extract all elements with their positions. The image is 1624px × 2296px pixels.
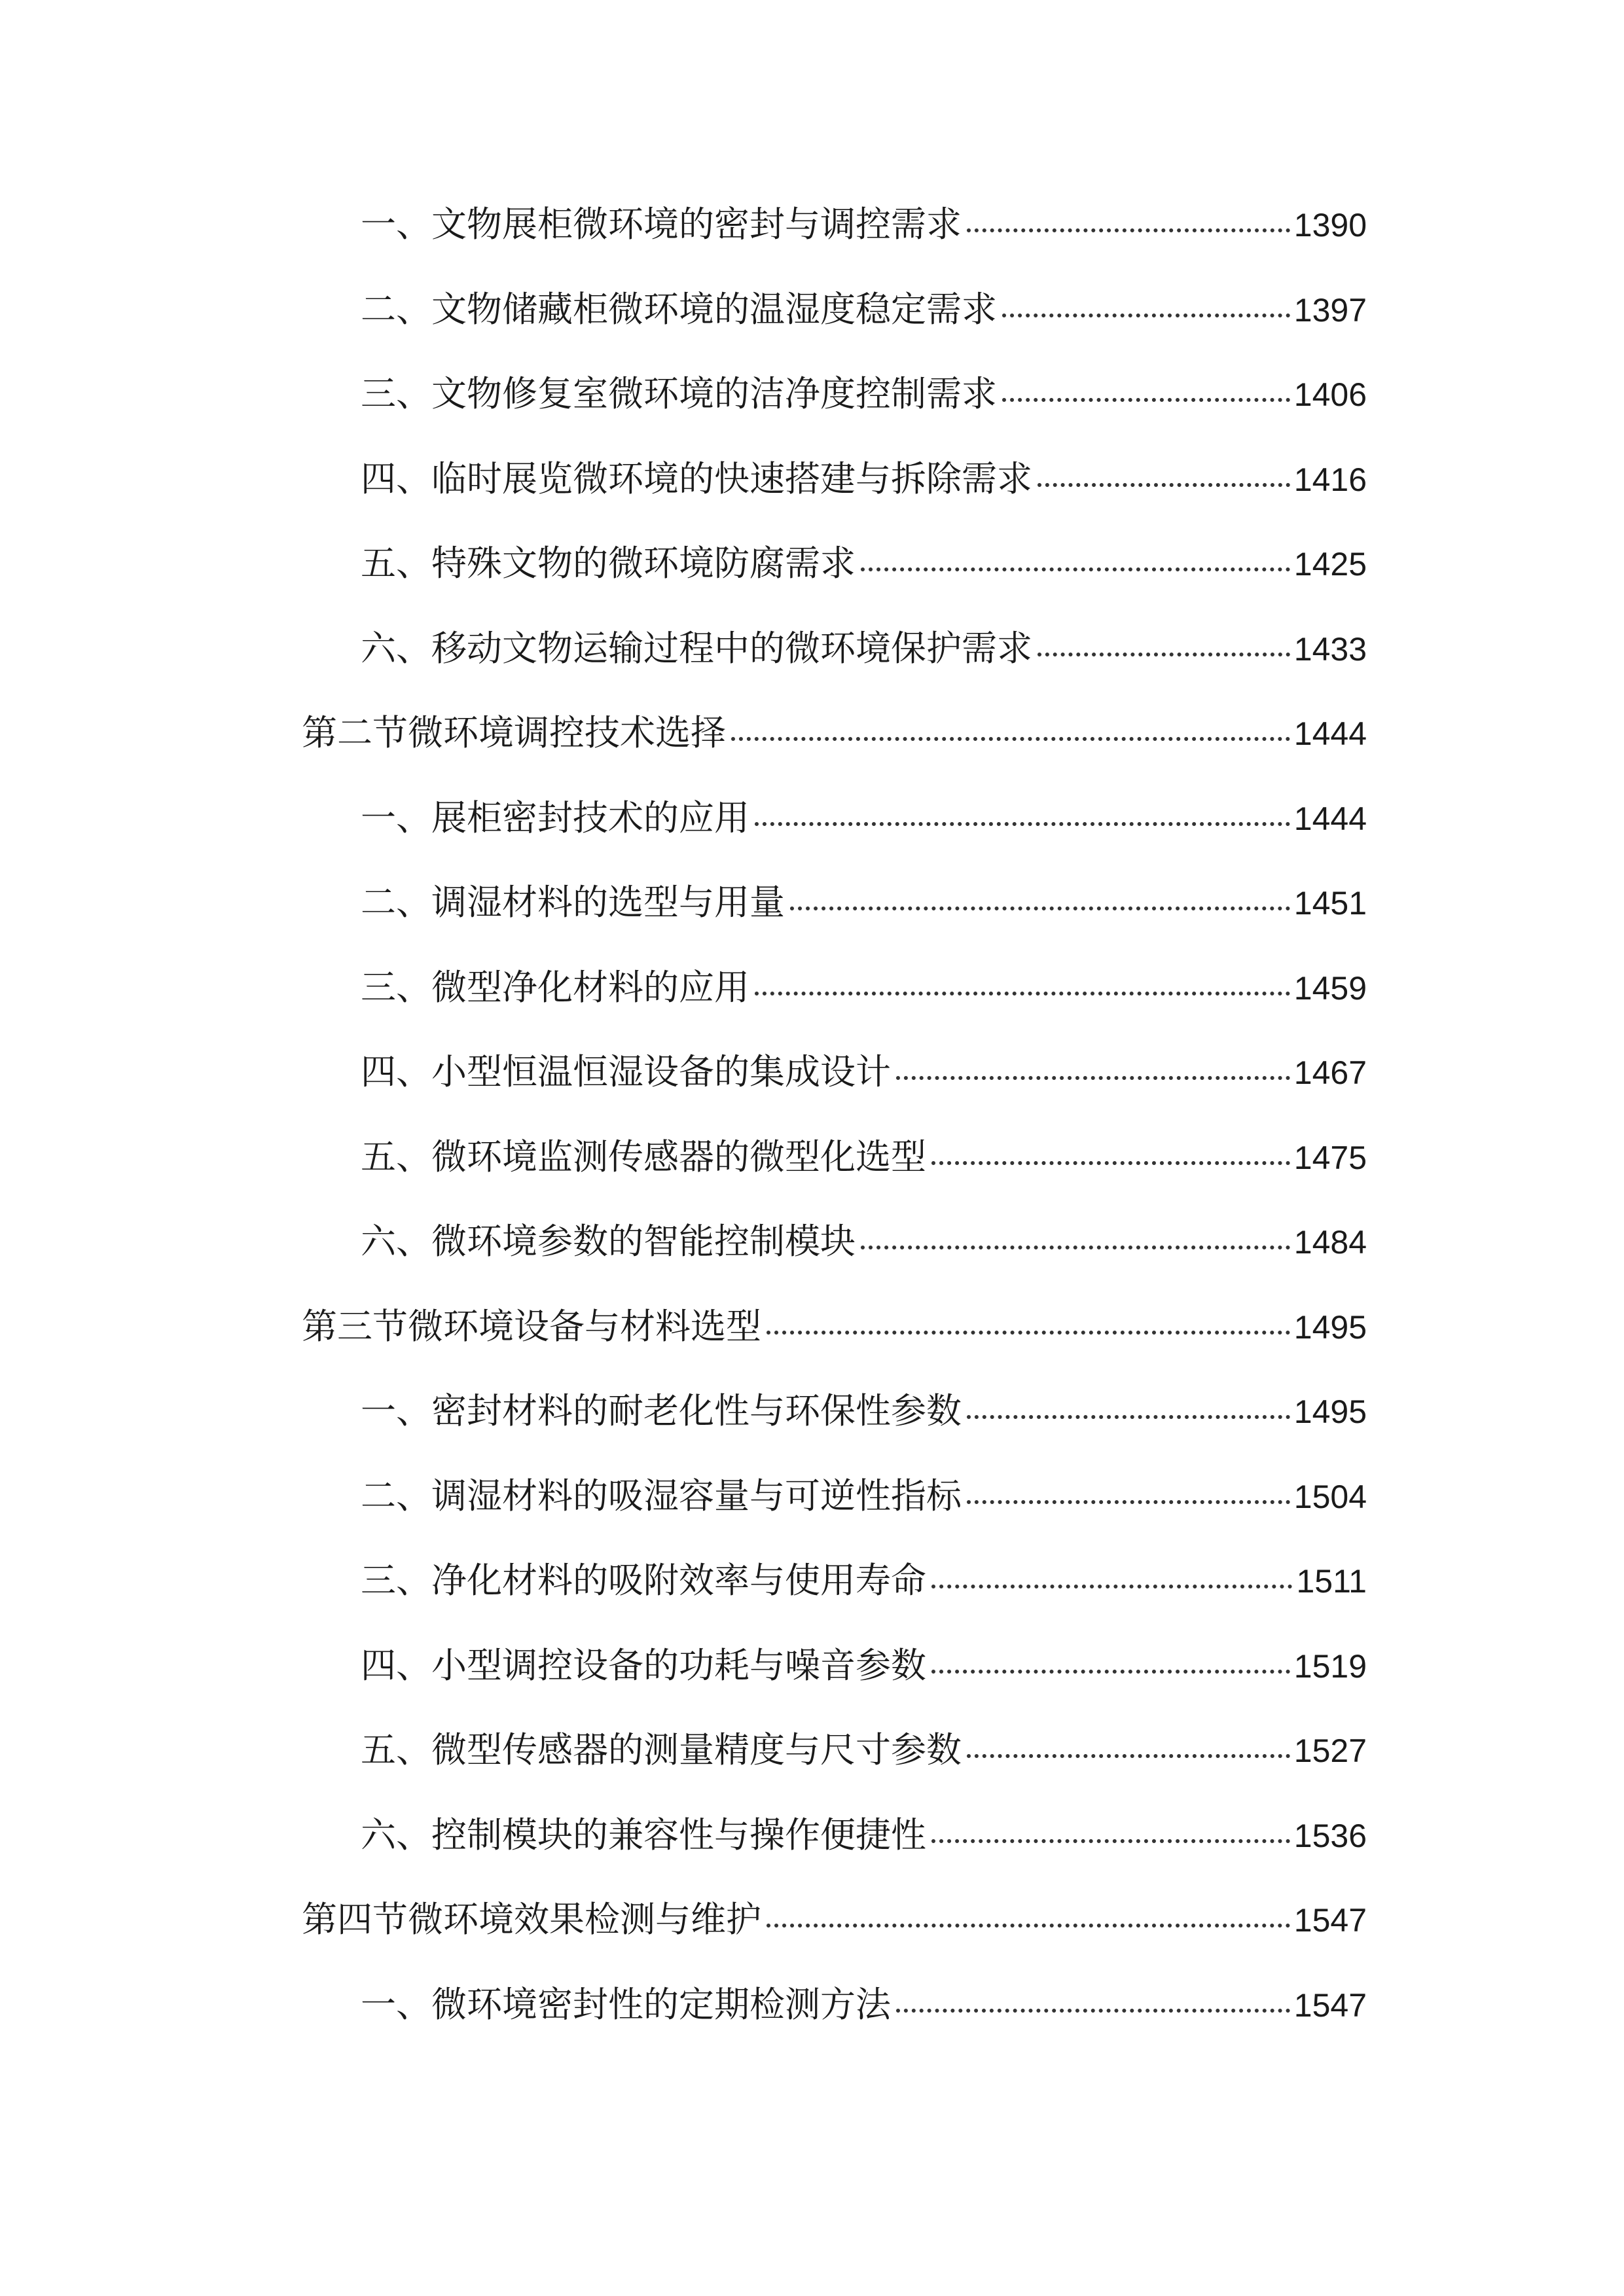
toc-subsection-entry[interactable] <box>0 373 1367 461</box>
toc-entry-title: 二、调湿材料的吸湿容量与可逆性指标 <box>361 1475 962 1516</box>
toc-subsection-entry[interactable] <box>0 1560 1367 1648</box>
toc-dot-leader <box>767 1924 1290 1928</box>
toc-entry-title: 一、文物展柜微环境的密封与调控需求 <box>361 204 962 245</box>
toc-subsection-entry[interactable] <box>0 1136 1367 1225</box>
toc-subsection-entry[interactable] <box>0 288 1367 377</box>
toc-entry-title: 一、微环境密封性的定期检测方法 <box>361 1983 891 2025</box>
toc-entry-title: 二、文物储藏柜微环境的温湿度稳定需求 <box>361 288 997 330</box>
toc-dot-leader <box>861 567 1290 571</box>
toc-page-number: 1504 <box>1293 1478 1367 1515</box>
toc-entry-title: 一、密封材料的耐老化性与环保性参数 <box>361 1390 962 1431</box>
toc-entry-title: 第四节微环境效果检测与维护 <box>302 1899 761 1940</box>
toc-subsection-entry[interactable] <box>0 204 1367 292</box>
toc-page-number: 1459 <box>1293 969 1367 1007</box>
toc-subsection-entry[interactable] <box>0 1221 1367 1309</box>
toc-entry-title: 四、小型调控设备的功耗与噪音参数 <box>361 1644 926 1686</box>
toc-entry-title: 三、微型净化材料的应用 <box>361 966 749 1008</box>
toc-dot-leader <box>1002 314 1290 317</box>
toc-entry-title: 一、展柜密封技术的应用 <box>361 797 749 838</box>
toc-page-number: 1475 <box>1293 1139 1367 1176</box>
toc-dot-leader <box>755 992 1290 996</box>
toc-page-number: 1536 <box>1293 1817 1367 1854</box>
toc-subsection-entry[interactable] <box>0 966 1367 1055</box>
toc-page-number: 1416 <box>1293 461 1367 498</box>
toc-subsection-entry[interactable] <box>0 1983 1367 2072</box>
toc-dot-leader <box>931 1161 1290 1165</box>
toc-subsection-entry[interactable] <box>0 543 1367 631</box>
toc-entry-title: 第三节微环境设备与材料选型 <box>302 1305 761 1347</box>
toc-page-number: 1390 <box>1293 207 1367 243</box>
toc-dot-leader <box>967 1754 1290 1758</box>
toc-entry-title: 三、文物修复室微环境的洁净度控制需求 <box>361 373 997 414</box>
toc-subsection-entry[interactable] <box>0 1644 1367 1733</box>
toc-page-number: 1527 <box>1293 1732 1367 1769</box>
toc-page-number: 1433 <box>1293 630 1367 668</box>
toc-page-number: 1495 <box>1293 1308 1367 1346</box>
toc-page-number: 1467 <box>1293 1054 1367 1091</box>
toc-dot-leader <box>731 737 1290 741</box>
toc-dot-leader <box>967 1500 1290 1504</box>
toc-page-number: 1484 <box>1293 1224 1367 1261</box>
toc-page-number: 1444 <box>1293 800 1367 837</box>
toc-entry-title: 六、控制模块的兼容性与操作便捷性 <box>361 1814 926 1856</box>
toc-page-number: 1511 <box>1296 1563 1367 1600</box>
toc-subsection-entry[interactable] <box>0 1814 1367 1903</box>
toc-entry-title: 五、特殊文物的微环境防腐需求 <box>361 543 856 584</box>
toc-entry-title: 五、微环境监测传感器的微型化选型 <box>361 1136 926 1177</box>
toc-entry-title: 六、微环境参数的智能控制模块 <box>361 1221 856 1262</box>
toc-entry-title: 五、微型传感器的测量精度与尺寸参数 <box>361 1729 962 1770</box>
toc-entry-title: 二、调湿材料的选型与用量 <box>361 882 785 923</box>
toc-page-number: 1495 <box>1293 1393 1367 1430</box>
toc-dot-leader <box>1002 398 1290 402</box>
toc-dot-leader <box>861 1246 1290 1249</box>
table-of-contents <box>0 204 1624 2072</box>
toc-subsection-entry[interactable] <box>0 882 1367 970</box>
toc-dot-leader <box>790 906 1290 910</box>
toc-dot-leader <box>967 1415 1290 1419</box>
toc-dot-leader <box>1038 653 1290 656</box>
toc-dot-leader <box>931 1839 1290 1843</box>
toc-page-number: 1519 <box>1293 1647 1367 1685</box>
toc-page-number: 1406 <box>1293 376 1367 413</box>
toc-dot-leader <box>755 822 1290 826</box>
toc-entry-title: 四、临时展览微环境的快速搭建与拆除需求 <box>361 457 1032 499</box>
toc-subsection-entry[interactable] <box>0 1051 1367 1139</box>
toc-page-number: 1547 <box>1293 1986 1367 2024</box>
toc-page-number: 1547 <box>1293 1902 1367 1939</box>
toc-section-entry[interactable] <box>0 1899 1367 1987</box>
toc-page-number: 1451 <box>1293 885 1367 922</box>
toc-entry-title: 第二节微环境调控技术选择 <box>302 712 726 753</box>
toc-dot-leader <box>896 2009 1290 2013</box>
toc-subsection-entry[interactable] <box>0 457 1367 547</box>
toc-dot-leader <box>931 1585 1292 1588</box>
toc-section-entry[interactable] <box>0 1305 1367 1394</box>
toc-entry-title: 四、小型恒温恒湿设备的集成设计 <box>361 1051 891 1092</box>
toc-dot-leader <box>767 1331 1290 1335</box>
toc-subsection-entry[interactable] <box>0 627 1367 716</box>
toc-entry-title: 三、净化材料的吸附效率与使用寿命 <box>361 1560 926 1601</box>
toc-subsection-entry[interactable] <box>0 1390 1367 1479</box>
toc-subsection-entry[interactable] <box>0 797 1367 886</box>
toc-page-number: 1425 <box>1293 546 1367 583</box>
toc-subsection-entry[interactable] <box>0 1475 1367 1564</box>
toc-dot-leader <box>1038 483 1290 487</box>
toc-dot-leader <box>896 1076 1290 1080</box>
toc-dot-leader <box>967 228 1290 232</box>
toc-entry-title: 六、移动文物运输过程中的微环境保护需求 <box>361 627 1032 669</box>
toc-page-number: 1444 <box>1293 715 1367 752</box>
toc-dot-leader <box>931 1670 1290 1674</box>
toc-page-number: 1397 <box>1293 291 1367 329</box>
toc-section-entry[interactable] <box>0 712 1367 800</box>
toc-subsection-entry[interactable] <box>0 1729 1367 1818</box>
